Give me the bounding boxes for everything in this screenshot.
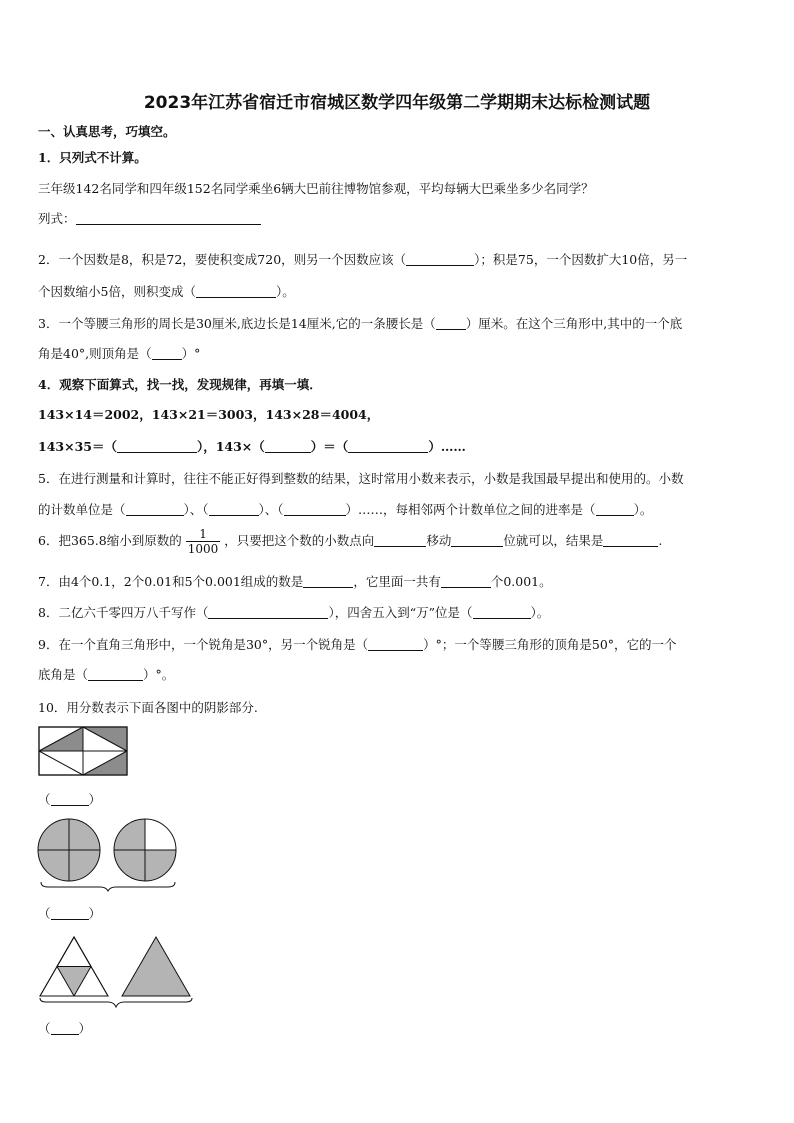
q10-heading: 10．用分数表示下面各图中的阴影部分. [38, 700, 258, 715]
q5-text-e: ）。 [633, 502, 653, 517]
q10-answer-3 [38, 1019, 91, 1037]
q6-fraction-denominator: 1000 [187, 542, 219, 556]
q3-blank-2[interactable] [152, 346, 182, 360]
section-heading: 一、认真思考，巧填空。 [38, 124, 176, 139]
paren-close: ） [78, 1021, 92, 1036]
q9-line2 [38, 665, 174, 683]
q2-text-d: ）。 [275, 284, 295, 299]
q10-answer-1 [38, 790, 101, 808]
q5-blank-4[interactable] [596, 502, 634, 516]
q5-line1: 5．在进行测量和计算时，往往不能正好得到整数的结果，这时常用小数来表示，小数是我国最早提出和使用的。小数 [38, 471, 684, 486]
q3-text-d: ）° [181, 346, 201, 361]
q1-answer-label: 列式： [38, 211, 76, 226]
figure-triangles [36, 934, 196, 1010]
q5-text-a: 的计数单位是（ [38, 502, 126, 517]
q4-heading: 4．观察下面算式，找一找，发现规律，再填一填． [38, 377, 322, 392]
q7-blank-1[interactable] [303, 574, 353, 588]
q8-line [38, 603, 549, 621]
q3-text-a: 3．一个等腰三角形的周长是30厘米,底边长是14厘米,它的一条腰长是（ [38, 316, 436, 331]
q4-text-d: ）…… [428, 439, 466, 454]
q7-text-c: 个0.001。 [490, 574, 552, 589]
q5-blank-3[interactable] [284, 502, 346, 516]
q6-fraction [186, 527, 221, 556]
q8-text-b: ），四舍五入到“万”位是（ [328, 605, 473, 620]
figure-rectangle [38, 726, 130, 778]
q4-text-c: ）＝（ [310, 439, 349, 454]
q9-blank-1[interactable] [368, 637, 423, 651]
q9-line1 [38, 635, 677, 653]
q10-blank-1[interactable] [51, 792, 89, 806]
q6-line [38, 527, 662, 556]
q6-text-b: ，只要把这个数的小数点向 [224, 533, 375, 548]
triangle-right [122, 937, 190, 996]
q2-blank-2[interactable] [196, 284, 276, 298]
q5-text-b: ）、（ [183, 502, 209, 517]
q5-blank-1[interactable] [126, 502, 184, 516]
q6-blank-1[interactable] [374, 533, 426, 547]
q6-text-a: 6．把365.8缩小到原数的 [38, 533, 182, 548]
q7-line [38, 572, 552, 590]
q1-answer-blank[interactable] [76, 211, 261, 225]
q6-text-c: 移动 [426, 533, 452, 548]
q10-blank-3[interactable] [51, 1021, 79, 1035]
q9-text-c: 底角是（ [38, 667, 89, 682]
q10-blank-2[interactable] [51, 906, 89, 920]
paren-close: ） [88, 906, 102, 921]
brace-2 [40, 998, 192, 1007]
q3-text-c: 角是40°,则顶角是（ [38, 346, 152, 361]
q7-text-a: 7．由4个0.1，2个0.01和5个0.001组成的数是 [38, 574, 304, 589]
q4-text-b: ），143×（ [196, 439, 265, 454]
paren-close: ） [88, 792, 102, 807]
figure-circles [36, 818, 182, 892]
q4-line2 [38, 437, 466, 455]
q8-blank-1[interactable] [208, 605, 328, 619]
q1-answer-line [38, 209, 261, 227]
q8-text-a: 8．二亿六千零四万八千写作（ [38, 605, 209, 620]
q3-blank-1[interactable] [436, 316, 466, 330]
q8-blank-2[interactable] [473, 605, 531, 619]
q6-text-d: 位就可以，结果是 [503, 533, 604, 548]
q9-text-b: ）°；一个等腰三角形的顶角是50°，它的一个 [423, 637, 677, 652]
q4-text-a: 143×35＝（ [38, 439, 117, 454]
q6-blank-3[interactable] [603, 533, 658, 547]
q6-text-e: . [658, 533, 663, 548]
q2-text-c: 个因数缩小5倍，则积变成（ [38, 284, 196, 299]
q2-text-a: 2．一个因数是8，积是72，要使积变成720，则另一个因数应该（ [38, 252, 407, 267]
page-title: 2023年江苏省宿迁市宿城区数学四年级第二学期期末达标检测试题 [143, 93, 651, 113]
q5-text-c: ）、（ [258, 502, 284, 517]
q4-line1: 143×14＝2002，143×21＝3003，143×28＝4004， [38, 407, 380, 422]
q5-text-d: ）……，每相邻两个计数单位之间的进率是（ [345, 502, 596, 517]
q8-text-c: ）。 [530, 605, 550, 620]
paren-open: （ [38, 792, 51, 807]
q3-text-b: ）厘米。在这个三角形中,其中的一个底 [465, 316, 683, 331]
q9-blank-2[interactable] [88, 667, 143, 681]
q6-blank-2[interactable] [451, 533, 503, 547]
q4-blank-1[interactable] [117, 439, 197, 453]
q5-blank-2[interactable] [209, 502, 259, 516]
paren-open: （ [38, 906, 51, 921]
q3-line1 [38, 314, 682, 332]
brace-1 [41, 882, 175, 891]
q9-text-a: 9．在一个直角三角形中，一个锐角是30°，另一个锐角是（ [38, 637, 369, 652]
paren-open: （ [38, 1021, 51, 1036]
q4-blank-3[interactable] [348, 439, 428, 453]
q2-line1 [38, 250, 687, 268]
q7-blank-2[interactable] [441, 574, 491, 588]
q3-line2 [38, 344, 200, 362]
q2-text-b: ）；积是75，一个因数扩大10倍，另一 [474, 252, 688, 267]
q1-heading: 1．只列式不计算。 [38, 150, 147, 165]
q4-blank-2[interactable] [265, 439, 311, 453]
q7-text-b: ，它里面一共有 [353, 574, 441, 589]
q10-answer-2 [38, 904, 101, 922]
q9-text-d: ）°。 [143, 667, 175, 682]
q5-line2 [38, 500, 652, 518]
q2-blank-1[interactable] [406, 252, 474, 266]
q2-line2 [38, 282, 295, 300]
q6-fraction-numerator: 1 [186, 527, 221, 542]
q1-text: 三年级142名同学和四年级152名同学乘坐6辆大巴前往博物馆参观，平均每辆大巴乘坐多少名同学？ [38, 181, 594, 196]
